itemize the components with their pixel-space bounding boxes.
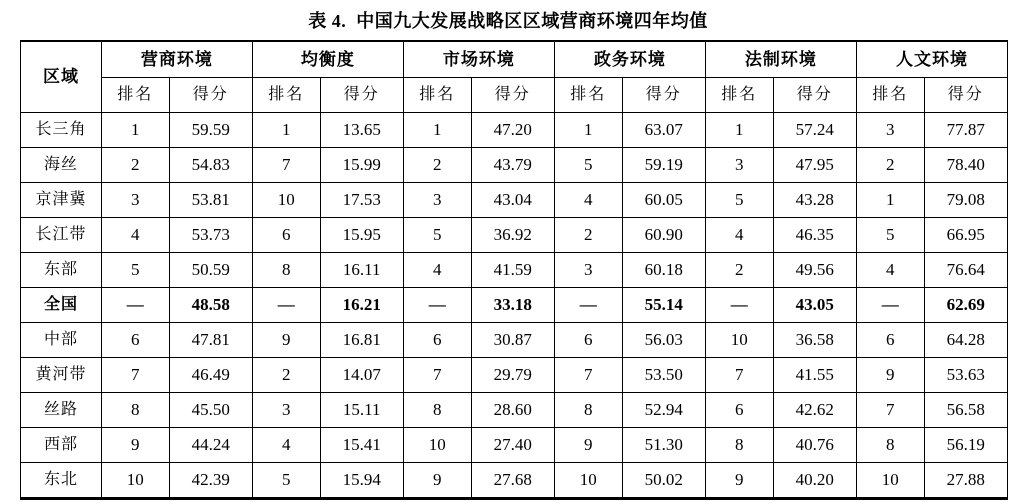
region-cell: 东部	[21, 253, 102, 288]
score-cell: 42.39	[169, 463, 252, 499]
header-rank: 排名	[252, 78, 320, 113]
score-cell: 53.63	[924, 358, 1007, 393]
header-group-legal: 法制环境	[705, 41, 856, 78]
score-cell: 15.94	[320, 463, 403, 499]
rank-cell: 8	[554, 393, 622, 428]
rank-cell: 2	[554, 218, 622, 253]
score-cell: 15.95	[320, 218, 403, 253]
rank-cell: —	[403, 288, 471, 323]
score-cell: 36.92	[471, 218, 554, 253]
score-cell: 76.64	[924, 253, 1007, 288]
rank-cell: 10	[101, 463, 169, 499]
score-cell: 55.14	[622, 288, 705, 323]
rank-cell: 6	[705, 393, 773, 428]
region-cell: 东北	[21, 463, 102, 499]
header-group-market: 市场环境	[403, 41, 554, 78]
score-cell: 40.20	[773, 463, 856, 499]
rank-cell: 5	[252, 463, 320, 499]
rank-cell: 4	[252, 428, 320, 463]
score-cell: 44.24	[169, 428, 252, 463]
rank-cell: 6	[403, 323, 471, 358]
score-cell: 56.03	[622, 323, 705, 358]
score-cell: 27.40	[471, 428, 554, 463]
rank-cell: 1	[856, 183, 924, 218]
score-cell: 48.58	[169, 288, 252, 323]
score-cell: 43.28	[773, 183, 856, 218]
rank-cell: 2	[856, 148, 924, 183]
header-score: 得分	[169, 78, 252, 113]
business-environment-table	[20, 40, 1008, 500]
score-cell: 17.53	[320, 183, 403, 218]
score-cell: 47.95	[773, 148, 856, 183]
score-cell: 59.19	[622, 148, 705, 183]
score-cell: 43.05	[773, 288, 856, 323]
header-group-government: 政务环境	[554, 41, 705, 78]
rank-cell: 4	[403, 253, 471, 288]
score-cell: 42.62	[773, 393, 856, 428]
table-row	[21, 428, 1008, 463]
rank-cell: 8	[101, 393, 169, 428]
header-sub-row	[21, 78, 1008, 113]
rank-cell: 8	[403, 393, 471, 428]
score-cell: 46.49	[169, 358, 252, 393]
rank-cell: —	[856, 288, 924, 323]
score-cell: 15.11	[320, 393, 403, 428]
score-cell: 14.07	[320, 358, 403, 393]
score-cell: 16.21	[320, 288, 403, 323]
score-cell: 53.50	[622, 358, 705, 393]
rank-cell: —	[705, 288, 773, 323]
score-cell: 45.50	[169, 393, 252, 428]
rank-cell: 5	[705, 183, 773, 218]
rank-cell: 4	[705, 218, 773, 253]
score-cell: 60.18	[622, 253, 705, 288]
score-cell: 78.40	[924, 148, 1007, 183]
rank-cell: 9	[554, 428, 622, 463]
region-cell: 全国	[21, 288, 102, 323]
rank-cell: 8	[252, 253, 320, 288]
score-cell: 53.73	[169, 218, 252, 253]
rank-cell: 7	[554, 358, 622, 393]
score-cell: 36.58	[773, 323, 856, 358]
score-cell: 16.11	[320, 253, 403, 288]
rank-cell: 1	[252, 113, 320, 148]
score-cell: 49.56	[773, 253, 856, 288]
score-cell: 52.94	[622, 393, 705, 428]
score-cell: 54.83	[169, 148, 252, 183]
rank-cell: 5	[403, 218, 471, 253]
rank-cell: —	[554, 288, 622, 323]
rank-cell: 6	[101, 323, 169, 358]
score-cell: 63.07	[622, 113, 705, 148]
rank-cell: 10	[554, 463, 622, 499]
rank-cell: 6	[856, 323, 924, 358]
rank-cell: —	[252, 288, 320, 323]
region-cell: 中部	[21, 323, 102, 358]
table-row	[21, 218, 1008, 253]
rank-cell: 2	[403, 148, 471, 183]
rank-cell: 9	[403, 463, 471, 499]
score-cell: 56.19	[924, 428, 1007, 463]
table-row	[21, 253, 1008, 288]
rank-cell: 5	[554, 148, 622, 183]
rank-cell: 5	[101, 253, 169, 288]
rank-cell: 5	[856, 218, 924, 253]
rank-cell: 3	[856, 113, 924, 148]
region-cell: 丝路	[21, 393, 102, 428]
rank-cell: 9	[705, 463, 773, 499]
score-cell: 41.55	[773, 358, 856, 393]
rank-cell: 1	[403, 113, 471, 148]
score-cell: 56.58	[924, 393, 1007, 428]
table-title: 表 4. 中国九大发展战略区区域营商环境四年均值	[308, 11, 708, 31]
header-group-row	[21, 41, 1008, 78]
rank-cell: 8	[705, 428, 773, 463]
rank-cell: 2	[252, 358, 320, 393]
table-row	[21, 358, 1008, 393]
rank-cell: 3	[101, 183, 169, 218]
table-row	[21, 288, 1008, 323]
header-region: 区域	[21, 41, 102, 113]
header-group-balance: 均衡度	[252, 41, 403, 78]
rank-cell: 3	[554, 253, 622, 288]
score-cell: 27.88	[924, 463, 1007, 499]
score-cell: 51.30	[622, 428, 705, 463]
region-cell: 京津冀	[21, 183, 102, 218]
rank-cell: 9	[856, 358, 924, 393]
region-cell: 海丝	[21, 148, 102, 183]
score-cell: 53.81	[169, 183, 252, 218]
score-cell: 57.24	[773, 113, 856, 148]
score-cell: 33.18	[471, 288, 554, 323]
score-cell: 66.95	[924, 218, 1007, 253]
rank-cell: 4	[856, 253, 924, 288]
score-cell: 40.76	[773, 428, 856, 463]
region-cell: 长三角	[21, 113, 102, 148]
rank-cell: 1	[705, 113, 773, 148]
score-cell: 50.59	[169, 253, 252, 288]
rank-cell: 3	[252, 393, 320, 428]
region-cell: 黄河带	[21, 358, 102, 393]
header-score: 得分	[773, 78, 856, 113]
rank-cell: 10	[705, 323, 773, 358]
score-cell: 29.79	[471, 358, 554, 393]
header-score: 得分	[622, 78, 705, 113]
score-cell: 43.04	[471, 183, 554, 218]
score-cell: 46.35	[773, 218, 856, 253]
score-cell: 47.20	[471, 113, 554, 148]
rank-cell: 4	[554, 183, 622, 218]
table-row	[21, 113, 1008, 148]
score-cell: 13.65	[320, 113, 403, 148]
rank-cell: 4	[101, 218, 169, 253]
score-cell: 60.05	[622, 183, 705, 218]
header-group-business: 营商环境	[101, 41, 252, 78]
score-cell: 50.02	[622, 463, 705, 499]
header-group-humanistic: 人文环境	[856, 41, 1007, 78]
score-cell: 60.90	[622, 218, 705, 253]
score-cell: 30.87	[471, 323, 554, 358]
rank-cell: 6	[252, 218, 320, 253]
score-cell: 41.59	[471, 253, 554, 288]
header-rank: 排名	[554, 78, 622, 113]
table-row	[21, 183, 1008, 218]
header-rank: 排名	[856, 78, 924, 113]
score-cell: 15.41	[320, 428, 403, 463]
rank-cell: 7	[705, 358, 773, 393]
rank-cell: 3	[705, 148, 773, 183]
rank-cell: —	[101, 288, 169, 323]
region-cell: 西部	[21, 428, 102, 463]
header-score: 得分	[924, 78, 1007, 113]
header-rank: 排名	[101, 78, 169, 113]
score-cell: 59.59	[169, 113, 252, 148]
score-cell: 43.79	[471, 148, 554, 183]
score-cell: 47.81	[169, 323, 252, 358]
score-cell: 15.99	[320, 148, 403, 183]
rank-cell: 8	[856, 428, 924, 463]
rank-cell: 1	[101, 113, 169, 148]
rank-cell: 9	[101, 428, 169, 463]
table-row	[21, 393, 1008, 428]
rank-cell: 2	[705, 253, 773, 288]
score-cell: 16.81	[320, 323, 403, 358]
rank-cell: 10	[252, 183, 320, 218]
rank-cell: 7	[252, 148, 320, 183]
rank-cell: 7	[856, 393, 924, 428]
header-rank: 排名	[705, 78, 773, 113]
rank-cell: 6	[554, 323, 622, 358]
header-score: 得分	[471, 78, 554, 113]
rank-cell: 1	[554, 113, 622, 148]
rank-cell: 9	[252, 323, 320, 358]
score-cell: 79.08	[924, 183, 1007, 218]
rank-cell: 10	[856, 463, 924, 499]
rank-cell: 7	[101, 358, 169, 393]
table-row	[21, 323, 1008, 358]
score-cell: 77.87	[924, 113, 1007, 148]
rank-cell: 3	[403, 183, 471, 218]
rank-cell: 10	[403, 428, 471, 463]
score-cell: 27.68	[471, 463, 554, 499]
rank-cell: 2	[101, 148, 169, 183]
table-body	[21, 113, 1008, 499]
region-cell: 长江带	[21, 218, 102, 253]
score-cell: 62.69	[924, 288, 1007, 323]
table-row	[21, 463, 1008, 499]
header-score: 得分	[320, 78, 403, 113]
score-cell: 64.28	[924, 323, 1007, 358]
score-cell: 28.60	[471, 393, 554, 428]
rank-cell: 7	[403, 358, 471, 393]
table-row	[21, 148, 1008, 183]
header-rank: 排名	[403, 78, 471, 113]
table-header	[21, 41, 1008, 113]
